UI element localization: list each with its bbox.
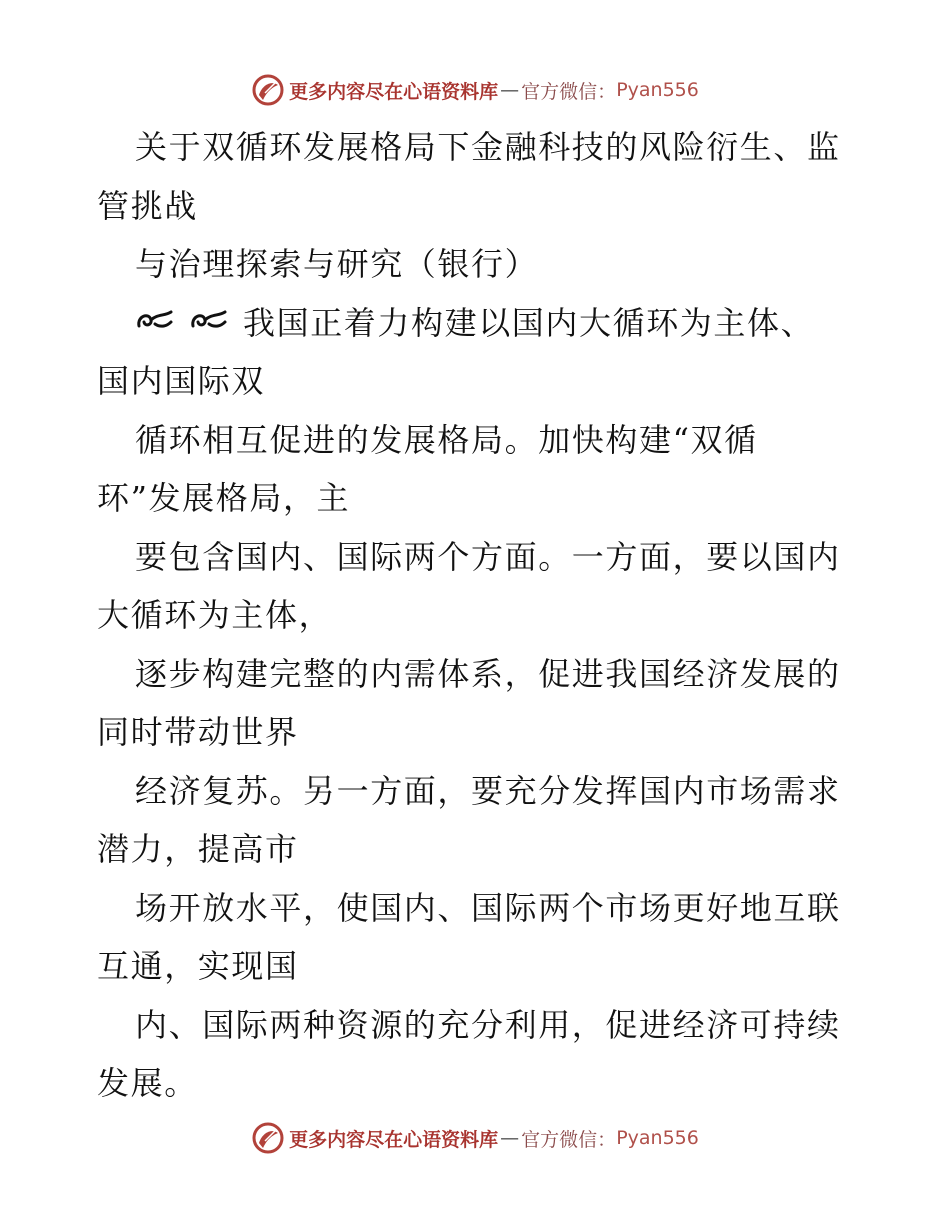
watermark-wechat-id: Pyan556 [616,79,699,101]
title-line-1: 关于双循环发展格局下金融科技的风险衍生、监 [135,128,841,166]
watermark-dash: — [500,79,520,101]
paragraph-line-ornament [97,294,857,353]
paragraph-line: 发展。 [97,1064,198,1102]
paragraph-line: 潜力，提高市 [97,830,299,868]
paragraph-line: 要包含国内、国际两个方面。一方面，要以国内 [135,537,841,576]
paragraph-line: 国内国际双 [97,362,266,400]
paragraph-line: 循环相互促进的发展格局。加快构建“双循 [135,420,758,459]
watermark-dash: — [500,1127,520,1149]
paragraph-line: 场开放水平，使国内、国际两个市场更好地互联 [135,888,841,927]
swirl-ornament-icon [189,296,229,326]
paragraph-line: 环”发展格局，主 [97,479,351,517]
watermark-site-text: 更多内容尽在心语资料库 [289,80,499,103]
footer-watermark [0,1118,950,1158]
paragraph-line: 同时带动世界 [97,713,299,751]
paragraph-line: 经济复苏。另一方面，要充分发挥国内市场需求 [135,771,841,810]
title-line-2: 管挑战 [97,186,198,225]
watermark-site-text: 更多内容尽在心语资料库 [289,1128,499,1151]
paragraph-line: 逐步构建完整的内需体系，促进我国经济发展的 [135,654,841,693]
paragraph-line: 互通，实现国 [97,947,299,985]
paragraph-text: 我国正着力构建以国内大循环为主体、 [243,303,815,342]
paragraph-line: 内、国际两种资源的充分利用，促进经济可持续 [135,1005,841,1044]
ribbon-logo-icon [251,73,285,107]
watermark-wechat-id: Pyan556 [616,1127,699,1149]
watermark-wechat-label: 官方微信： [521,80,617,103]
paragraph-line: 大循环为主体， [97,596,333,634]
ribbon-logo-icon [251,1121,285,1155]
header-watermark [0,70,950,110]
swirl-ornament-icon [135,296,175,326]
watermark-wechat-label: 官方微信： [521,1128,617,1151]
document-body [97,118,857,1113]
title-line-3: 与治理探索与研究（银行） [135,245,539,283]
